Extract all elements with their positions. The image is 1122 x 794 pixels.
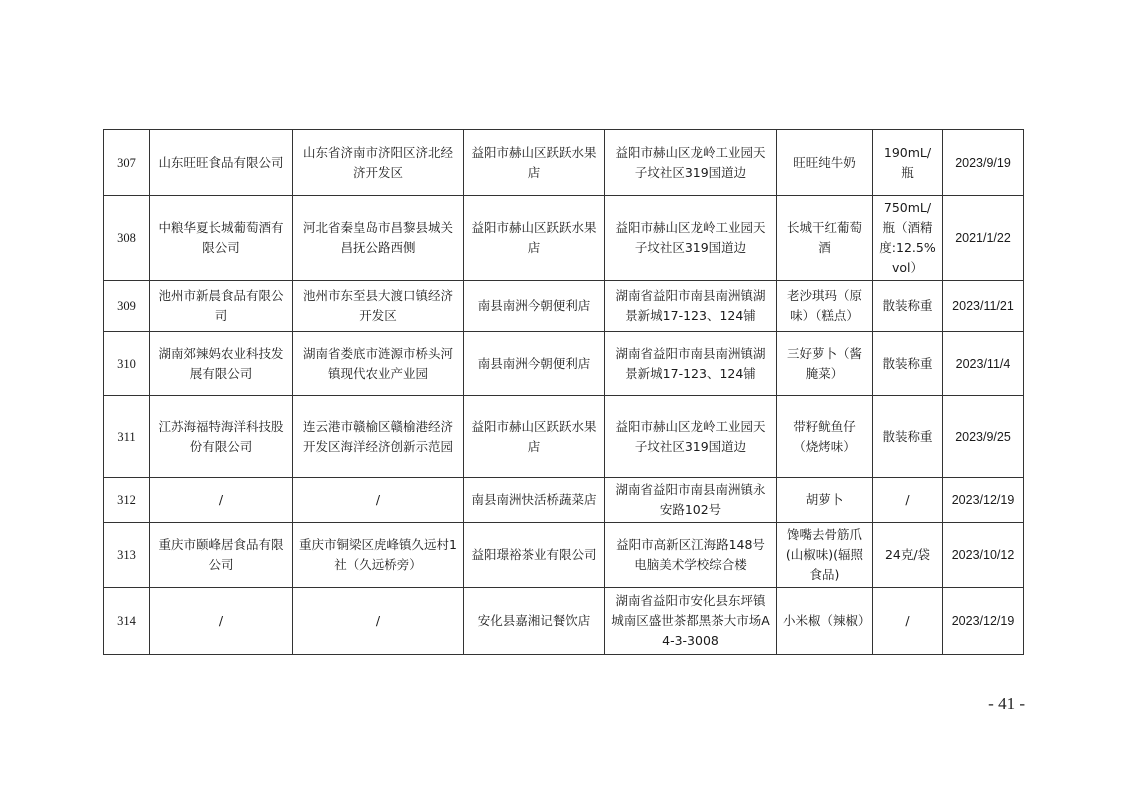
cell-number: 309 [104, 281, 150, 332]
cell-number: 310 [104, 332, 150, 396]
cell-producer: / [150, 588, 293, 655]
table-row [104, 523, 1024, 588]
cell-product: 长城干红葡萄酒 [777, 196, 873, 281]
cell-seller-address: 湖南省益阳市南县南洲镇湖景新城17-123、124铺 [605, 332, 777, 396]
cell-product: 旺旺纯牛奶 [777, 130, 873, 196]
cell-seller-address: 湖南省益阳市南县南洲镇永安路102号 [605, 478, 777, 523]
cell-seller-address: 益阳市高新区江海路148号电脑美术学校综合楼 [605, 523, 777, 588]
cell-seller: 安化县嘉湘记餐饮店 [464, 588, 605, 655]
cell-producer: 湖南郊辣妈农业科技发展有限公司 [150, 332, 293, 396]
cell-seller-address: 湖南省益阳市安化县东坪镇城南区盛世茶都黑茶大市场A4-3-3008 [605, 588, 777, 655]
cell-seller-address: 益阳市赫山区龙岭工业园天子坟社区319国道边 [605, 396, 777, 478]
cell-date: 2023/12/19 [943, 588, 1024, 655]
cell-product: 三好萝卜（酱腌菜） [777, 332, 873, 396]
cell-date: 2023/9/19 [943, 130, 1024, 196]
cell-producer: 江苏海福特海洋科技股份有限公司 [150, 396, 293, 478]
cell-producer: 重庆市颐峰居食品有限公司 [150, 523, 293, 588]
cell-spec: / [873, 588, 943, 655]
cell-seller: 益阳市赫山区跃跃水果店 [464, 396, 605, 478]
cell-seller: 南县南洲今朝便利店 [464, 332, 605, 396]
cell-producer-address: / [293, 478, 464, 523]
cell-product: 小米椒（辣椒） [777, 588, 873, 655]
table-row [104, 196, 1024, 281]
cell-spec: 散装称重 [873, 396, 943, 478]
cell-spec: / [873, 478, 943, 523]
cell-date: 2023/11/21 [943, 281, 1024, 332]
cell-producer-address: 连云港市赣榆区赣榆港经济开发区海洋经济创新示范园 [293, 396, 464, 478]
cell-spec: 24克/袋 [873, 523, 943, 588]
cell-number: 308 [104, 196, 150, 281]
cell-seller-address: 益阳市赫山区龙岭工业园天子坟社区319国道边 [605, 130, 777, 196]
cell-producer-address: 重庆市铜梁区虎峰镇久远村1社（久远桥旁） [293, 523, 464, 588]
cell-producer: 中粮华夏长城葡萄酒有限公司 [150, 196, 293, 281]
cell-product: 老沙琪玛（原味）（糕点） [777, 281, 873, 332]
cell-number: 312 [104, 478, 150, 523]
table-row [104, 130, 1024, 196]
cell-producer-address: / [293, 588, 464, 655]
cell-producer-address: 池州市东至县大渡口镇经济开发区 [293, 281, 464, 332]
cell-number: 311 [104, 396, 150, 478]
cell-date: 2021/1/22 [943, 196, 1024, 281]
page-number: - 41 - [988, 694, 1025, 713]
cell-product: 胡萝卜 [777, 478, 873, 523]
cell-product: 馋嘴去骨筋爪(山椒味)(辐照食品) [777, 523, 873, 588]
cell-spec: 散装称重 [873, 332, 943, 396]
cell-producer-address: 河北省秦皇岛市昌黎县城关昌抚公路西侧 [293, 196, 464, 281]
cell-number: 314 [104, 588, 150, 655]
cell-number: 313 [104, 523, 150, 588]
cell-date: 2023/12/19 [943, 478, 1024, 523]
cell-date: 2023/10/12 [943, 523, 1024, 588]
cell-product: 带籽鱿鱼仔（烧烤味） [777, 396, 873, 478]
table-row [104, 281, 1024, 332]
cell-producer: / [150, 478, 293, 523]
cell-spec: 散装称重 [873, 281, 943, 332]
cell-seller: 南县南洲快活桥蔬菜店 [464, 478, 605, 523]
cell-producer: 池州市新晨食品有限公司 [150, 281, 293, 332]
cell-seller-address: 湖南省益阳市南县南洲镇湖景新城17-123、124铺 [605, 281, 777, 332]
cell-producer-address: 湖南省娄底市涟源市桥头河镇现代农业产业园 [293, 332, 464, 396]
cell-seller: 益阳璟裕茶业有限公司 [464, 523, 605, 588]
table-body [104, 130, 1024, 655]
cell-producer-address: 山东省济南市济阳区济北经济开发区 [293, 130, 464, 196]
cell-producer: 山东旺旺食品有限公司 [150, 130, 293, 196]
table-row [104, 478, 1024, 523]
cell-seller: 益阳市赫山区跃跃水果店 [464, 196, 605, 281]
table-row [104, 396, 1024, 478]
records-table [103, 129, 1024, 655]
cell-spec: 750mL/瓶（酒精度:12.5%vol） [873, 196, 943, 281]
cell-seller-address: 益阳市赫山区龙岭工业园天子坟社区319国道边 [605, 196, 777, 281]
cell-date: 2023/9/25 [943, 396, 1024, 478]
cell-seller: 南县南洲今朝便利店 [464, 281, 605, 332]
cell-seller: 益阳市赫山区跃跃水果店 [464, 130, 605, 196]
table-row [104, 588, 1024, 655]
cell-spec: 190mL/瓶 [873, 130, 943, 196]
cell-date: 2023/11/4 [943, 332, 1024, 396]
table-row [104, 332, 1024, 396]
cell-number: 307 [104, 130, 150, 196]
